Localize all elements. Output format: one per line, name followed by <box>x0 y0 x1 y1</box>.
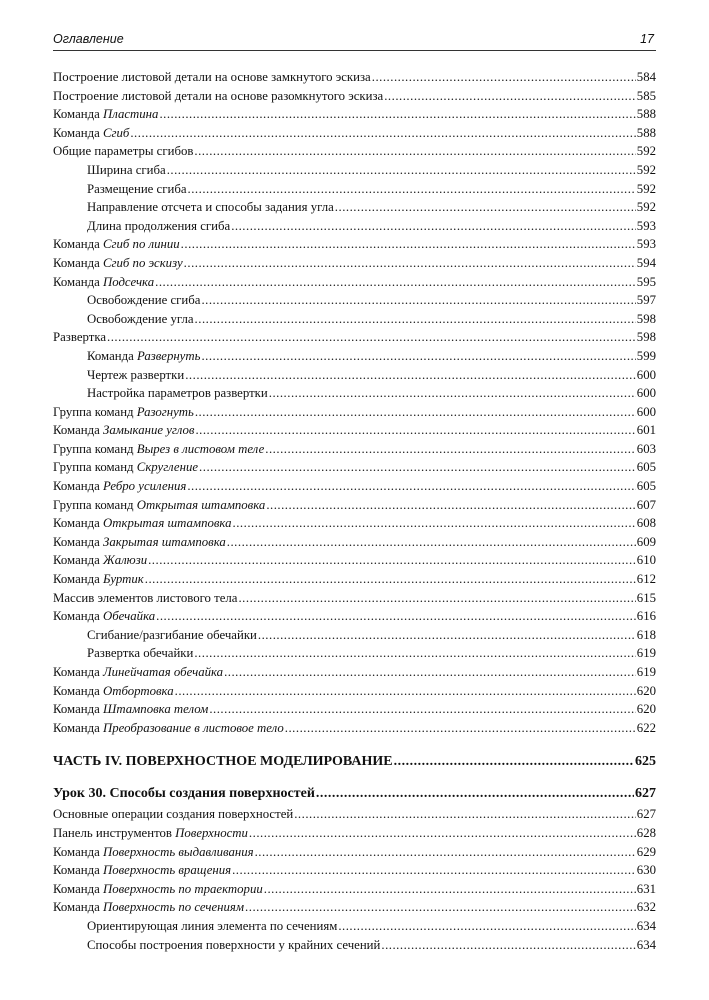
toc-entry-page: 619 <box>636 665 656 679</box>
leader-dots <box>372 68 636 87</box>
toc-entry-page: 616 <box>636 609 656 624</box>
toc-entry-title <box>53 700 208 719</box>
leader-dots <box>231 217 636 236</box>
toc-entry-text: Команда <box>53 107 103 122</box>
toc-entry-text: Массив элементов листового тела <box>53 590 238 605</box>
toc-entry-text: Команда <box>53 665 103 679</box>
toc-entry-italic-text: Пластина <box>102 107 159 122</box>
toc-entry-text: Команда <box>53 534 103 549</box>
toc-entry-page: 600 <box>636 386 656 401</box>
toc-entry-italic-text: Поверхность вращения <box>102 863 232 878</box>
toc-entry-title <box>53 533 226 552</box>
toc-entry-page: 588 <box>636 125 656 140</box>
toc-entry-italic-text: Развернуть <box>136 348 201 363</box>
toc-entry[interactable] <box>53 551 656 570</box>
toc-entry-italic-text: Поверхности <box>175 825 248 840</box>
toc-entry-title <box>87 291 200 310</box>
toc-entry[interactable] <box>53 682 656 701</box>
toc-entry-title <box>53 824 248 843</box>
toc-entry-italic-text: Отбортовка <box>102 683 174 698</box>
leader-dots <box>201 347 635 366</box>
toc-entry-text: Развертка <box>53 330 107 345</box>
toc-entry[interactable] <box>53 570 656 589</box>
toc-lesson-heading[interactable] <box>53 783 656 805</box>
toc-entry[interactable] <box>53 805 656 824</box>
toc-entry-page: 592 <box>636 181 656 196</box>
toc-entry-title <box>53 105 158 124</box>
toc-entry-page: 620 <box>636 702 656 717</box>
part-page: 625 <box>635 754 656 770</box>
table-of-contents <box>53 68 656 954</box>
toc-entry-title <box>53 514 232 533</box>
toc-entry-title <box>53 235 180 254</box>
toc-entry[interactable] <box>53 124 656 143</box>
toc-entry-title <box>53 496 265 515</box>
toc-entry-italic-text: Сгиб по эскизу <box>102 255 183 270</box>
toc-entry[interactable] <box>53 180 656 199</box>
toc-entry[interactable] <box>53 105 656 124</box>
toc-entry-text: Команда <box>53 255 103 270</box>
toc-entry-text: Команда <box>53 553 103 568</box>
toc-entry-title <box>53 421 194 440</box>
toc-entry-text: Команда <box>53 900 103 915</box>
toc-entry[interactable] <box>53 291 656 310</box>
toc-entry-title <box>87 198 334 217</box>
toc-entry-page: 605 <box>636 460 656 475</box>
leader-dots <box>148 551 636 570</box>
toc-entry[interactable] <box>53 589 656 608</box>
toc-entry-title <box>87 366 184 385</box>
toc-entry[interactable] <box>53 898 656 917</box>
leader-dots <box>394 751 634 773</box>
toc-entry-text: Команда <box>53 274 103 289</box>
toc-entry[interactable] <box>53 514 656 533</box>
toc-entry-page: 634 <box>636 937 656 952</box>
toc-entry-title <box>53 458 198 477</box>
toc-entry[interactable] <box>53 607 656 626</box>
toc-entry-title <box>53 719 284 738</box>
toc-entry-page: 615 <box>636 590 656 605</box>
leader-dots <box>181 235 636 254</box>
toc-entry[interactable] <box>53 235 656 254</box>
leader-dots <box>130 124 635 143</box>
leader-dots <box>232 861 636 880</box>
toc-entry[interactable] <box>53 142 656 161</box>
toc-entry-page: 627 <box>636 807 656 822</box>
toc-entry-page: 622 <box>636 720 656 735</box>
toc-entry[interactable] <box>53 440 656 459</box>
leader-dots <box>185 366 636 385</box>
toc-entry-title <box>87 917 337 936</box>
toc-entry-text: Панель инструментов <box>53 825 176 840</box>
toc-entry[interactable] <box>53 161 656 180</box>
toc-entry-page: 595 <box>636 274 656 289</box>
leader-dots <box>155 273 636 292</box>
leader-dots <box>249 824 636 843</box>
toc-entry[interactable] <box>53 496 656 515</box>
toc-entry-title <box>53 254 183 273</box>
leader-dots <box>156 607 636 626</box>
leader-dots <box>195 403 636 422</box>
toc-entry-page: 592 <box>636 144 656 159</box>
toc-entry-page: 605 <box>636 479 656 494</box>
lesson-title: Урок 30. Способы создания поверхностей <box>53 786 315 802</box>
toc-entry-title <box>53 68 371 87</box>
toc-entry[interactable] <box>53 273 656 292</box>
header-page-number: 17 <box>640 32 654 46</box>
toc-entry-text: Команда <box>53 479 103 494</box>
toc-entry-italic-text: Сгиб по линии <box>102 237 180 252</box>
toc-entry-italic-text: Открытая штамповка <box>102 516 232 531</box>
toc-entry-page: 607 <box>636 497 656 512</box>
toc-entry-title <box>53 880 263 899</box>
toc-group-sheet-metal <box>53 68 656 737</box>
page-header <box>53 30 656 51</box>
toc-entry-italic-text: Скругление <box>136 460 199 475</box>
leader-dots <box>199 458 636 477</box>
leader-dots <box>269 384 636 403</box>
toc-entry-title <box>87 936 380 955</box>
toc-entry-italic-text: Вырез в листовом теле <box>136 441 265 456</box>
leader-dots <box>384 87 636 106</box>
leader-dots <box>188 180 636 199</box>
leader-dots <box>209 700 635 719</box>
leader-dots <box>258 626 636 645</box>
leader-dots <box>265 440 636 459</box>
toc-entry-text: Команда <box>53 609 103 624</box>
toc-entry[interactable] <box>53 254 656 273</box>
toc-entry-title <box>53 551 147 570</box>
toc-entry-page: 601 <box>636 423 656 438</box>
toc-entry[interactable] <box>53 310 656 329</box>
toc-entry-title <box>53 328 106 347</box>
toc-entry-title <box>87 626 257 645</box>
toc-entry-text: Ориентирующая линия элемента по сечениям <box>87 918 338 933</box>
toc-entry-title <box>87 644 193 663</box>
toc-entry-text: Построение листовой детали на основе разомкнутого эскиза <box>53 88 384 103</box>
toc-entry-text: Команда <box>53 844 103 859</box>
toc-entry-title <box>53 142 193 161</box>
toc-entry-text: Построение листовой детали на основе замкнутого эскиза <box>53 70 371 84</box>
toc-entry-italic-text: Буртик <box>102 572 144 587</box>
toc-entry-page: 620 <box>636 683 656 698</box>
toc-entry-page: 592 <box>636 200 656 215</box>
leader-dots <box>335 198 636 217</box>
toc-entry-title <box>53 607 155 626</box>
toc-entry[interactable] <box>53 917 656 936</box>
toc-entry[interactable] <box>53 384 656 403</box>
toc-entry-title <box>87 161 166 180</box>
toc-entry[interactable] <box>53 880 656 899</box>
toc-entry[interactable] <box>53 477 656 496</box>
toc-entry-text: Команда <box>53 702 103 717</box>
toc-entry[interactable] <box>53 366 656 385</box>
toc-entry-page: 608 <box>636 516 656 531</box>
toc-group-surfaces <box>53 805 656 954</box>
toc-entry-italic-text: Разогнуть <box>136 404 194 419</box>
toc-entry-text: Направление отсчета и способы задания угла <box>87 200 334 215</box>
toc-entry[interactable] <box>53 843 656 862</box>
leader-dots <box>187 477 635 496</box>
toc-entry[interactable] <box>53 663 656 682</box>
leader-dots <box>167 161 636 180</box>
toc-entry-page: 618 <box>636 627 656 642</box>
toc-entry-page: 630 <box>636 863 656 878</box>
leader-dots <box>266 496 635 515</box>
toc-entry-italic-text: Подсечка <box>102 274 155 289</box>
toc-entry-text: Команда <box>53 863 103 878</box>
toc-entry-text: Команда <box>53 572 103 587</box>
toc-entry-italic-text: Сгиб <box>102 125 130 140</box>
toc-entry-page: 597 <box>636 293 656 308</box>
toc-entry-title <box>53 440 264 459</box>
leader-dots <box>201 291 635 310</box>
leader-dots <box>381 936 635 955</box>
toc-entry[interactable] <box>53 328 656 347</box>
leader-dots <box>255 843 636 862</box>
toc-entry-italic-text: Штамповка телом <box>102 702 209 717</box>
toc-entry-page: 634 <box>636 918 656 933</box>
leader-dots <box>195 421 635 440</box>
toc-entry-italic-text: Поверхность по сечениям <box>102 900 245 915</box>
toc-entry[interactable] <box>53 936 656 955</box>
toc-entry[interactable] <box>53 198 656 217</box>
leader-dots <box>159 105 635 124</box>
leader-dots <box>227 533 636 552</box>
toc-entry-text: Группа команд <box>53 404 137 419</box>
toc-entry-italic-text: Жалюзи <box>102 553 148 568</box>
toc-entry-title <box>87 310 194 329</box>
toc-entry[interactable] <box>53 421 656 440</box>
toc-entry-page: 612 <box>636 572 656 587</box>
toc-entry-title <box>87 217 230 236</box>
toc-entry[interactable] <box>53 403 656 422</box>
toc-entry-text: Команда <box>87 348 137 363</box>
toc-entry-page: 632 <box>636 900 656 915</box>
toc-entry-text: Освобождение сгиба <box>87 293 201 308</box>
toc-entry-text: Группа команд <box>53 460 137 475</box>
toc-entry-title <box>53 589 237 608</box>
toc-entry-page: 619 <box>636 646 656 661</box>
leader-dots <box>338 917 635 936</box>
toc-entry-page: 598 <box>636 311 656 326</box>
toc-entry[interactable] <box>53 458 656 477</box>
leader-dots <box>238 589 635 608</box>
leader-dots <box>107 328 636 347</box>
toc-entry-page: 598 <box>636 330 656 345</box>
toc-entry-page: 593 <box>636 237 656 252</box>
toc-entry-italic-text: Открытая штамповка <box>136 497 266 512</box>
leader-dots <box>194 644 635 663</box>
leader-dots <box>175 682 636 701</box>
toc-entry-text: Группа команд <box>53 441 137 456</box>
leader-dots <box>294 805 636 824</box>
toc-entry-title <box>53 805 293 824</box>
toc-entry-text: Группа команд <box>53 497 137 512</box>
toc-entry-title <box>53 861 231 880</box>
toc-entry-page: 629 <box>636 844 656 859</box>
toc-entry-title <box>53 898 244 917</box>
lesson-page: 627 <box>635 786 656 802</box>
leader-dots <box>194 142 635 161</box>
toc-entry[interactable] <box>53 644 656 663</box>
toc-entry[interactable] <box>53 68 656 87</box>
toc-entry-italic-text: Замыкание углов <box>102 423 195 438</box>
toc-entry-page: 628 <box>636 825 656 840</box>
toc-entry-page: 603 <box>636 441 656 456</box>
toc-entry-title <box>53 273 154 292</box>
toc-entry[interactable] <box>53 700 656 719</box>
toc-entry-text: Команда <box>53 683 103 698</box>
toc-entry-title <box>87 180 187 199</box>
toc-entry-title <box>53 87 383 106</box>
toc-entry-page: 594 <box>636 255 656 270</box>
toc-entry-title <box>53 403 194 422</box>
toc-entry-page: 610 <box>636 553 656 568</box>
toc-entry-text: Команда <box>53 237 103 252</box>
toc-entry-italic-text: Ребро усиления <box>102 479 187 494</box>
toc-entry-text: Способы построения поверхности у крайних сечений <box>87 937 381 952</box>
toc-entry-text: Команда <box>53 881 103 896</box>
toc-entry-text: Размещение сгиба <box>87 181 187 196</box>
header-title: Оглавление <box>53 32 124 46</box>
leader-dots <box>264 880 636 899</box>
toc-entry-italic-text: Поверхность выдавливания <box>102 844 254 859</box>
toc-part-heading[interactable] <box>53 751 656 773</box>
leader-dots <box>145 570 636 589</box>
leader-dots <box>285 719 636 738</box>
toc-entry-text: Ширина сгиба <box>87 162 166 177</box>
toc-entry-page: 600 <box>636 404 656 419</box>
toc-entry-page: 585 <box>636 88 656 103</box>
toc-entry-title <box>53 663 223 682</box>
toc-entry-page: 631 <box>636 881 656 896</box>
toc-entry-title <box>53 682 174 701</box>
toc-entry-text: Команда <box>53 423 103 438</box>
toc-entry[interactable] <box>53 533 656 552</box>
toc-entry-text: Команда <box>53 516 103 531</box>
toc-entry-title <box>53 570 144 589</box>
toc-entry-italic-text: Линейчатая обечайка <box>102 665 224 679</box>
toc-entry-text: Длина продолжения сгиба <box>87 218 231 233</box>
toc-entry-page: 609 <box>636 534 656 549</box>
toc-entry[interactable] <box>53 87 656 106</box>
toc-entry[interactable] <box>53 626 656 645</box>
leader-dots <box>224 663 636 682</box>
toc-entry-text: Настройка параметров развертки <box>87 386 268 401</box>
toc-entry-text: Чертеж развертки <box>87 367 185 382</box>
toc-entry-title <box>53 843 254 862</box>
toc-entry-title <box>53 124 129 143</box>
toc-entry-text: Основные операции создания поверхностей <box>53 807 294 822</box>
toc-entry-page: 599 <box>636 348 656 363</box>
toc-entry[interactable] <box>53 347 656 366</box>
toc-entry-page: 584 <box>636 70 656 84</box>
toc-entry-italic-text: Преобразование в листовое тело <box>102 720 284 735</box>
toc-entry-text: Общие параметры сгибов <box>53 144 194 159</box>
leader-dots <box>245 898 636 917</box>
toc-entry[interactable] <box>53 861 656 880</box>
toc-entry-italic-text: Обечайка <box>102 609 156 624</box>
toc-entry-text: Сгибание/разгибание обечайки <box>87 627 257 642</box>
leader-dots <box>195 310 636 329</box>
leader-dots <box>316 783 634 805</box>
toc-entry-page: 600 <box>636 367 656 382</box>
toc-entry[interactable] <box>53 719 656 738</box>
toc-entry-text: Команда <box>53 125 103 140</box>
part-title: ЧАСТЬ IV. ПОВЕРХНОСТНОЕ МОДЕЛИРОВАНИЕ <box>53 754 393 770</box>
toc-entry[interactable] <box>53 217 656 236</box>
toc-entry-title <box>87 384 268 403</box>
toc-entry-text: Развертка обечайки <box>87 646 194 661</box>
toc-entry-italic-text: Закрытая штамповка <box>102 534 226 549</box>
toc-entry-text: Команда <box>53 720 103 735</box>
toc-entry-italic-text: Поверхность по траектории <box>102 881 263 896</box>
toc-entry-text: Освобождение угла <box>87 311 194 326</box>
toc-entry-title <box>87 347 200 366</box>
leader-dots <box>233 514 636 533</box>
leader-dots <box>184 254 636 273</box>
toc-entry-page: 588 <box>636 107 656 122</box>
toc-entry[interactable] <box>53 824 656 843</box>
toc-entry-title <box>53 477 186 496</box>
toc-entry-page: 593 <box>636 218 656 233</box>
toc-entry-page: 592 <box>636 162 656 177</box>
